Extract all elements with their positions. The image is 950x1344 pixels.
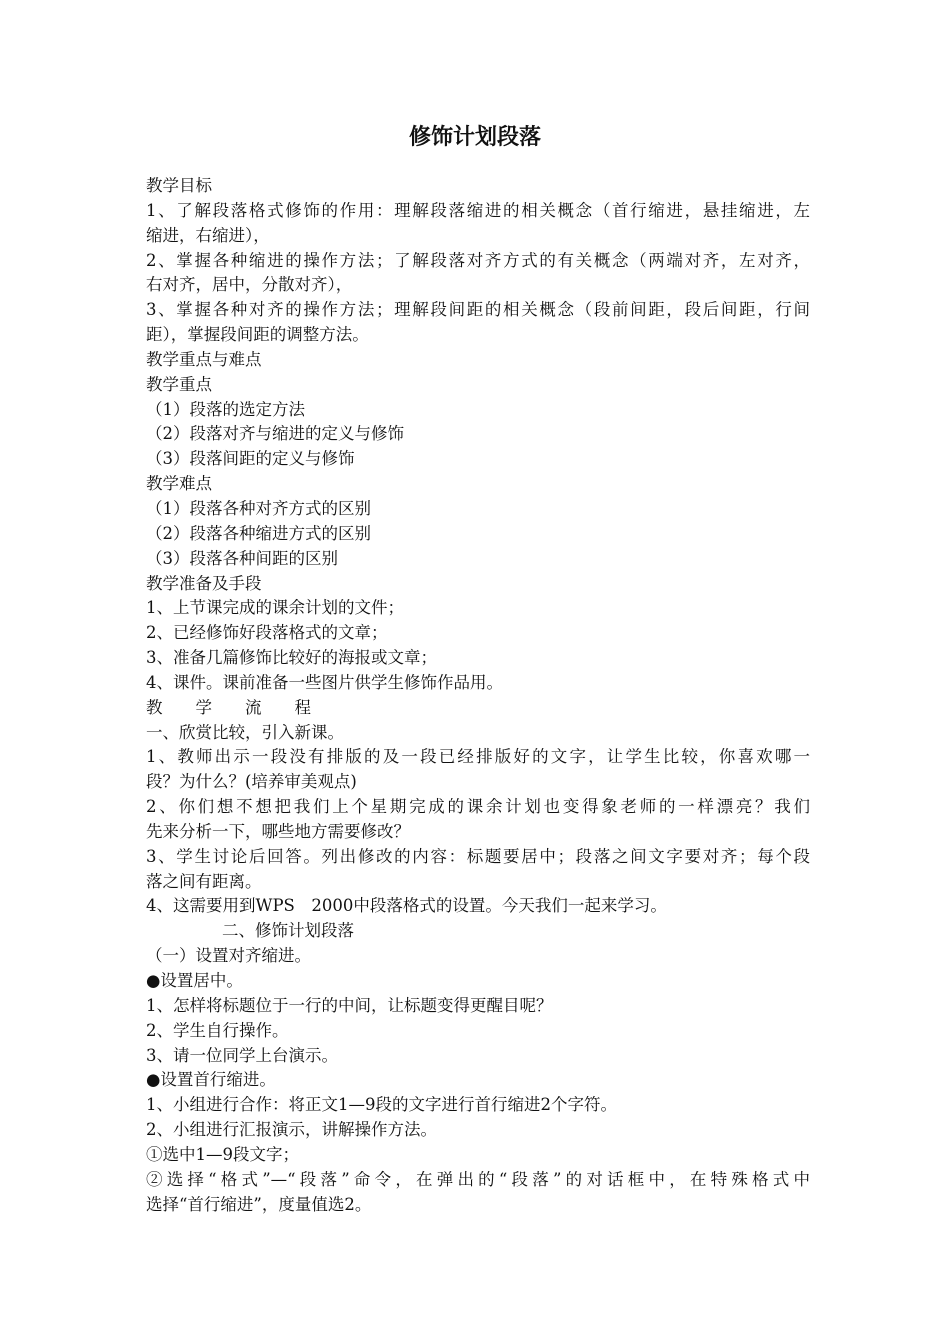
step-1-item-2-line-2: 先来分析一下，哪些地方需要修改？ [146, 821, 410, 841]
objective-2-line-2: 右对齐，居中，分散对齐）， [146, 275, 353, 295]
center-item-1: 1、怎样将标题位于一行的中间，让标题变得更醒目呢？ [146, 995, 553, 1015]
step-1-item-3-line-1: 3、学生讨论后回答。列出修改的内容：标题要居中；段落之间文字要对齐；每个段 [146, 846, 810, 866]
step-heading-2: 二、修饰计划段落 [222, 921, 354, 941]
document-title: 修饰计划段落 [408, 124, 541, 150]
objective-3-line-1: 3、掌握各种对齐的操作方法；理解段间距的相关概念（段前间距，段后间距，行间 [146, 300, 810, 320]
indent-substep-2-line-1: ②选择“格式”—“段落”命令，在弹出的“段落”的对话框中，在特殊格式中 [146, 1169, 810, 1189]
indent-substep-2-line-2: 选择“首行缩进”，度量值选2。 [146, 1194, 372, 1214]
center-item-2: 2、学生自行操作。 [146, 1020, 289, 1040]
key-point-3: （3）段落间距的定义与修饰 [146, 449, 355, 469]
key-point-2: （2）段落对齐与缩进的定义与修饰 [146, 424, 404, 444]
section-heading-objectives: 教学目标 [146, 176, 212, 195]
subheading-difficult-points: 教学难点 [146, 474, 212, 494]
step-heading-1: 一、欣赏比较，引入新课。 [146, 722, 344, 742]
objective-1-line-2: 缩进，右缩进）， [146, 225, 270, 245]
objective-1-line-1: 1、了解段落格式修饰的作用：理解段落缩进的相关概念（首行缩进，悬挂缩进，左 [146, 200, 810, 220]
indent-item-1: 1、小组进行合作：将正文1—9段的文字进行首行缩进2个字符。 [146, 1095, 617, 1115]
key-point-1: （1）段落的选定方法 [146, 399, 305, 419]
section-heading-key-difficult: 教学重点与难点 [146, 349, 262, 369]
step-1-item-2-line-1: 2、你们想不想把我们上个星期完成的课余计划也变得象老师的一样漂亮？我们 [146, 797, 810, 817]
subsection-heading-align-indent: （一）设置对齐缩进。 [146, 946, 311, 966]
step-1-item-1-line-1: 1、教师出示一段没有排版的及一段已经排版好的文字，让学生比较，你喜欢哪一 [146, 747, 810, 767]
preparation-item-2: 2、已经修饰好段落格式的文章； [146, 623, 388, 643]
preparation-item-4: 4、课件。课前准备一些图片供学生修饰作品用。 [146, 672, 503, 692]
difficult-point-3: （3）段落各种间距的区别 [146, 548, 338, 568]
indent-substep-1: ①选中1—9段文字； [146, 1144, 299, 1164]
step-1-item-4: 4、这需要用到WPS 2000中段落格式的设置。今天我们一起来学习。 [146, 896, 667, 916]
bullet-set-center: ●设置居中。 [146, 971, 243, 990]
document-body [146, 174, 810, 1217]
center-item-3: 3、请一位同学上台演示。 [146, 1045, 338, 1065]
preparation-item-3: 3、准备几篇修饰比较好的海报或文章； [146, 648, 437, 668]
section-heading-process: 教 学 流 程 [146, 697, 311, 717]
objective-2-line-1: 2、掌握各种缩进的操作方法；了解段落对齐方式的有关概念（两端对齐，左对齐， [146, 250, 810, 270]
subheading-key-points: 教学重点 [146, 374, 212, 394]
step-1-item-3-line-2: 落之间有距离。 [146, 871, 262, 891]
difficult-point-1: （1）段落各种对齐方式的区别 [146, 498, 371, 518]
bullet-set-first-line-indent: ●设置首行缩进。 [146, 1070, 276, 1090]
preparation-item-1: 1、上节课完成的课余计划的文件； [146, 598, 404, 618]
objective-3-line-2: 距），掌握段间距的调整方法。 [146, 325, 369, 345]
difficult-point-2: （2）段落各种缩进方式的区别 [146, 523, 371, 543]
section-heading-preparation: 教学准备及手段 [146, 573, 262, 593]
step-1-item-1-line-2: 段？为什么？(培养审美观点) [146, 772, 357, 792]
indent-item-2: 2、小组进行汇报演示，讲解操作方法。 [146, 1120, 437, 1140]
